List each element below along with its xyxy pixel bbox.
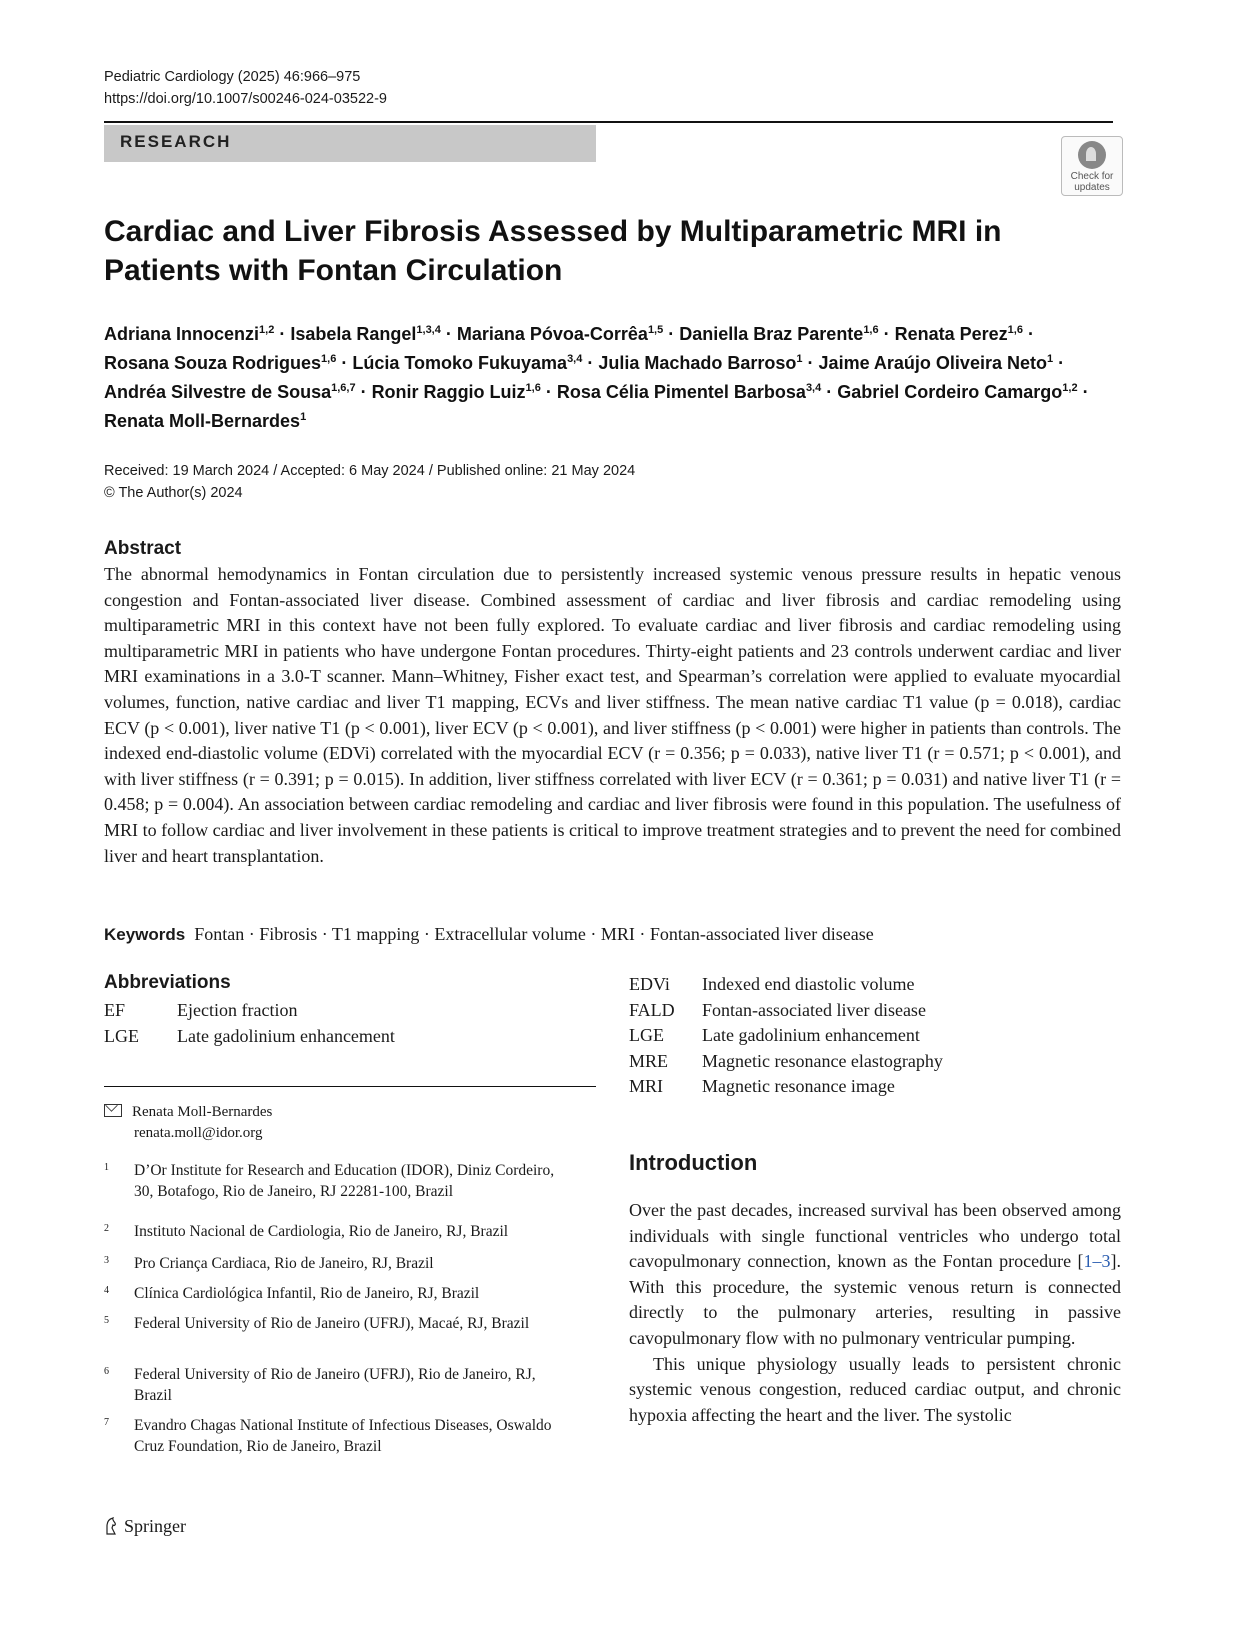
citation-link[interactable]: 1–3 [1083,1251,1111,1272]
abbreviation-row [629,1023,943,1049]
affiliation-6 [104,1364,574,1406]
keywords-label: Keywords [104,925,186,944]
affiliation-1 [104,1160,574,1202]
affiliation-4 [104,1283,574,1304]
paper-title: Cardiac and Liver Fibrosis Assessed by Multiparametric MRI in Patients with Fontan Circulation [104,215,1002,287]
abbreviation-definition: Magnetic resonance image [702,1076,895,1097]
abbreviation-definition: Indexed end diastolic volume [702,974,915,994]
author-name[interactable]: Renata Perez [894,324,1008,344]
abbreviation-term: MRI [629,1076,664,1097]
author-name[interactable]: Renata Moll-Bernardes [104,411,301,431]
abbreviations-heading: Abbreviations [104,972,231,993]
introduction-heading: Introduction [629,1150,758,1175]
section-band [104,125,596,162]
author-name[interactable]: Ronir Raggio Luiz [371,382,526,402]
abbreviation-row [629,972,943,998]
author-name[interactable]: Julia Machado Barroso [598,353,797,373]
abbreviation-definition: Late gadolinium enhancement [702,1025,920,1046]
affiliation-text: Federal University of Rio de Janeiro (UFRJ), Rio de Janeiro, RJ, Brazil [134,1366,536,1404]
keywords-text: Fontan · Fibrosis · T1 mapping · Extracellular volume · MRI · Fontan-associated liver disease [194,924,874,944]
author-name[interactable]: Rosa Célia Pimentel Barbosa [556,382,806,402]
abstract-text: The abnormal hemodynamics in Fontan circulation due to persistently increased systemic venous pressure results in hepatic venous congestion and Fontan-associated liver disease. Combined assessment of cardiac and liver fibrosis and cardiac remodeling using multiparametric MRI in this context have not been fully explored. To evaluate cardiac and liver fibrosis and cardiac remodeling using multiparametric MRI in patients who have undergone Fontan procedures. Thirty-eight patients and 23 controls underwent cardiac and liver MRI examinations in a 3.0-T scanner. Mann–Whitney, Fisher exact test, and Spearman’s correlation were applied to evaluate myocardial volumes, function, native cardiac and liver T1 mapping, ECVs and liver stiffness. The mean native cardiac T1 value (p = 0.018), cardiac ECV (p < 0.001), liver native T1 (p < 0.001), liver ECV (p < 0.001), and liver stiffness (p < 0.001) were higher in patients than controls. The indexed end-diastolic volume (EDVi) correlated with the myocardial ECV (r = 0.356; p = 0.033), native liver T1 (r = 0.571; p < 0.001), and with liver stiffness (r = 0.391; p = 0.015). In addition, liver stiffness correlated with liver ECV (r = 0.361; p = 0.031) and native liver T1 (r = 0.458; p = 0.004). An association between cardiac remodeling and cardiac and liver fibrosis were found in this population. The usefulness of MRI to follow cardiac and liver involvement in these patients is critical to improve treatment strategies and to prevent the need for combined liver and heart transplantation. [104,564,1121,866]
abbreviation-row [629,1049,943,1075]
publisher-name: Springer [124,1516,186,1536]
abbreviation-definition: Magnetic resonance elastography [702,1050,943,1071]
author-name[interactable]: Jaime Araújo Oliveira Neto [818,353,1047,373]
affiliation-number: 7 [104,1417,109,1428]
author-affiliation-marker: 1,6 [863,324,879,336]
affiliation-text: Pro Criança Cardiaca, Rio de Janeiro, RJ, Brazil [134,1255,434,1272]
springer-horse-icon [104,1517,118,1535]
author-name[interactable]: Daniella Braz Parente [679,324,864,344]
affiliation-text: Clínica Cardiológica Infantil, Rio de Janeiro, RJ, Brazil [134,1285,480,1302]
envelope-icon [104,1104,122,1117]
journal-citation: Pediatric Cardiology (2025) 46:966–975 [104,69,361,85]
abbreviation-row [629,998,943,1024]
correspondence-name: Renata Moll-Bernardes [132,1104,273,1120]
abbreviation-definition: Fontan-associated liver disease [702,999,926,1020]
author-affiliation-marker: 3,4 [805,382,822,394]
abbreviation-term: FALD [629,999,675,1020]
abbreviation-term: LGE [629,1025,664,1046]
affiliation-text: D’Or Institute for Research and Education (IDOR), Diniz Cordeiro, 30, Botafogo, Rio de Janeiro, RJ 22281-100, Brazil [134,1162,555,1200]
author-affiliation-marker: 1,6 [525,382,541,394]
affiliation-text: Instituto Nacional de Cardiologia, Rio de Janeiro, RJ, Brazil [134,1223,509,1240]
abbreviation-row [629,1074,943,1100]
author-affiliation-marker: 1 [300,411,307,423]
correspondence-email[interactable]: renata.moll@idor.org [134,1125,263,1141]
affiliation-number: 2 [104,1223,109,1234]
author-name[interactable]: Mariana Póvoa-Corrêa [456,324,648,344]
affiliation-number: 6 [104,1366,109,1377]
abstract-heading: Abstract [104,538,182,559]
author-affiliation-marker: 1,6,7 [331,382,356,394]
check-for-updates-badge[interactable] [1061,136,1123,196]
intro-paragraph-2: This unique physiology usually leads to persistent chronic systemic venous congestion, reduced cardiac output, and chronic hypoxia affecting the heart and the liver. The systolic [629,1353,1121,1425]
author-name[interactable]: Lúcia Tomoko Fukuyama [352,353,568,373]
affiliation-text: Federal University of Rio de Janeiro (UFRJ), Macaé, RJ, Brazil [134,1315,530,1332]
author-affiliation-marker: 1 [796,353,803,365]
badge-label: Check for updates [1070,171,1114,193]
affiliation-7 [104,1415,574,1457]
author-affiliation-marker: 1,6 [1007,324,1023,336]
author-affiliation-marker: 1,5 [647,324,664,336]
abbreviation-term: EF [104,1000,126,1020]
abbreviations-left [104,998,395,1049]
intro-paragraph-1: Over the past decades, increased survival has been observed among individuals with single functional ventricles who undergo total cavopulmonary connection, known as the Fontan procedure [1–3]. With this procedure, the systemic venous return is connected directly to the pulmonary arteries, resulting in passive cavopulmonary flow with no pulmonary ventricular pumping. [629,1200,1121,1348]
author-affiliation-marker: 1,3,4 [416,324,441,336]
affiliation-number: 1 [104,1162,109,1173]
author-name[interactable]: Adriana Innocenzi [104,324,260,344]
abbreviation-definition: Ejection fraction [177,1000,298,1020]
footnote-rule [104,1086,596,1087]
affiliation-number: 3 [104,1255,109,1266]
publisher-footer [104,1516,186,1537]
affiliation-text: Evandro Chagas National Institute of Infectious Diseases, Oswaldo Cruz Foundation, Rio de Janeiro, Brazil [134,1417,552,1455]
abbreviation-term: MRE [629,1050,669,1071]
abbreviation-term: LGE [104,1025,139,1046]
doi-link[interactable]: https://doi.org/10.1007/s00246-024-03522-9 [104,91,387,107]
author-affiliation-marker: 1,6 [321,353,337,365]
affiliation-3 [104,1253,574,1274]
author-name[interactable]: Gabriel Cordeiro Camargo [837,382,1063,402]
introduction-text [629,1198,1121,1428]
affiliation-number: 5 [104,1315,109,1326]
publication-dates [104,460,635,504]
header-rule [104,121,1113,123]
author-affiliation-marker: 1 [1046,353,1054,365]
author-affiliation-marker: 3,4 [567,353,583,365]
abbreviation-definition: Late gadolinium enhancement [177,1025,395,1046]
author-affiliation-marker: 1,2 [259,324,275,336]
journal-header [104,66,387,110]
affiliation-number: 4 [104,1285,109,1296]
affiliation-2 [104,1221,574,1242]
author-name[interactable]: Rosana Souza Rodrigues [104,353,322,373]
author-name[interactable]: Isabela Rangel [290,324,417,344]
section-label: RESEARCH [120,132,232,151]
date-history: Received: 19 March 2024 / Accepted: 6 May 2024 / Published online: 21 May 2024 [104,463,636,479]
abbreviations-right [629,972,943,1100]
abbreviation-row [104,998,395,1024]
abbreviation-row [104,1024,395,1050]
correspondence [104,1102,272,1144]
crossmark-icon [1078,141,1106,169]
author-name[interactable]: Andréa Silvestre de Sousa [104,382,332,402]
author-list: Adriana Innocenzi$^{1,2}$ · Isabela Rangel$^{1,3,4}$ · Mariana Póvoa-Corrêa$^{1,5}$ · Daniella Braz Parente$^{1,6}$ · Renata Perez$^{1,6}$ · Rosana Souza Rodrigues$^{1,6}$ · Lúcia Tomoko Fukuyama$^{3,4}$ · Julia Machado Barroso$^1$ · Jaime Araújo Oliveira Neto$^1$ · Andréa Silvestre de Sousa$^{1,6,7}$ · Ronir Raggio Luiz$^{1,6}$ · Rosa Célia Pimentel Barbosa$^{3,4}$ · Gabriel Cordeiro Camargo$^{1,2}$ · Renata Moll-Bernardes$^1$ [104,324,1089,431]
affiliation-5 [104,1313,574,1334]
copyright: © The Author(s) 2024 [104,485,243,501]
keywords [104,922,874,947]
author-affiliation-marker: 1,2 [1062,382,1078,394]
abbreviation-term: EDVi [629,974,670,994]
